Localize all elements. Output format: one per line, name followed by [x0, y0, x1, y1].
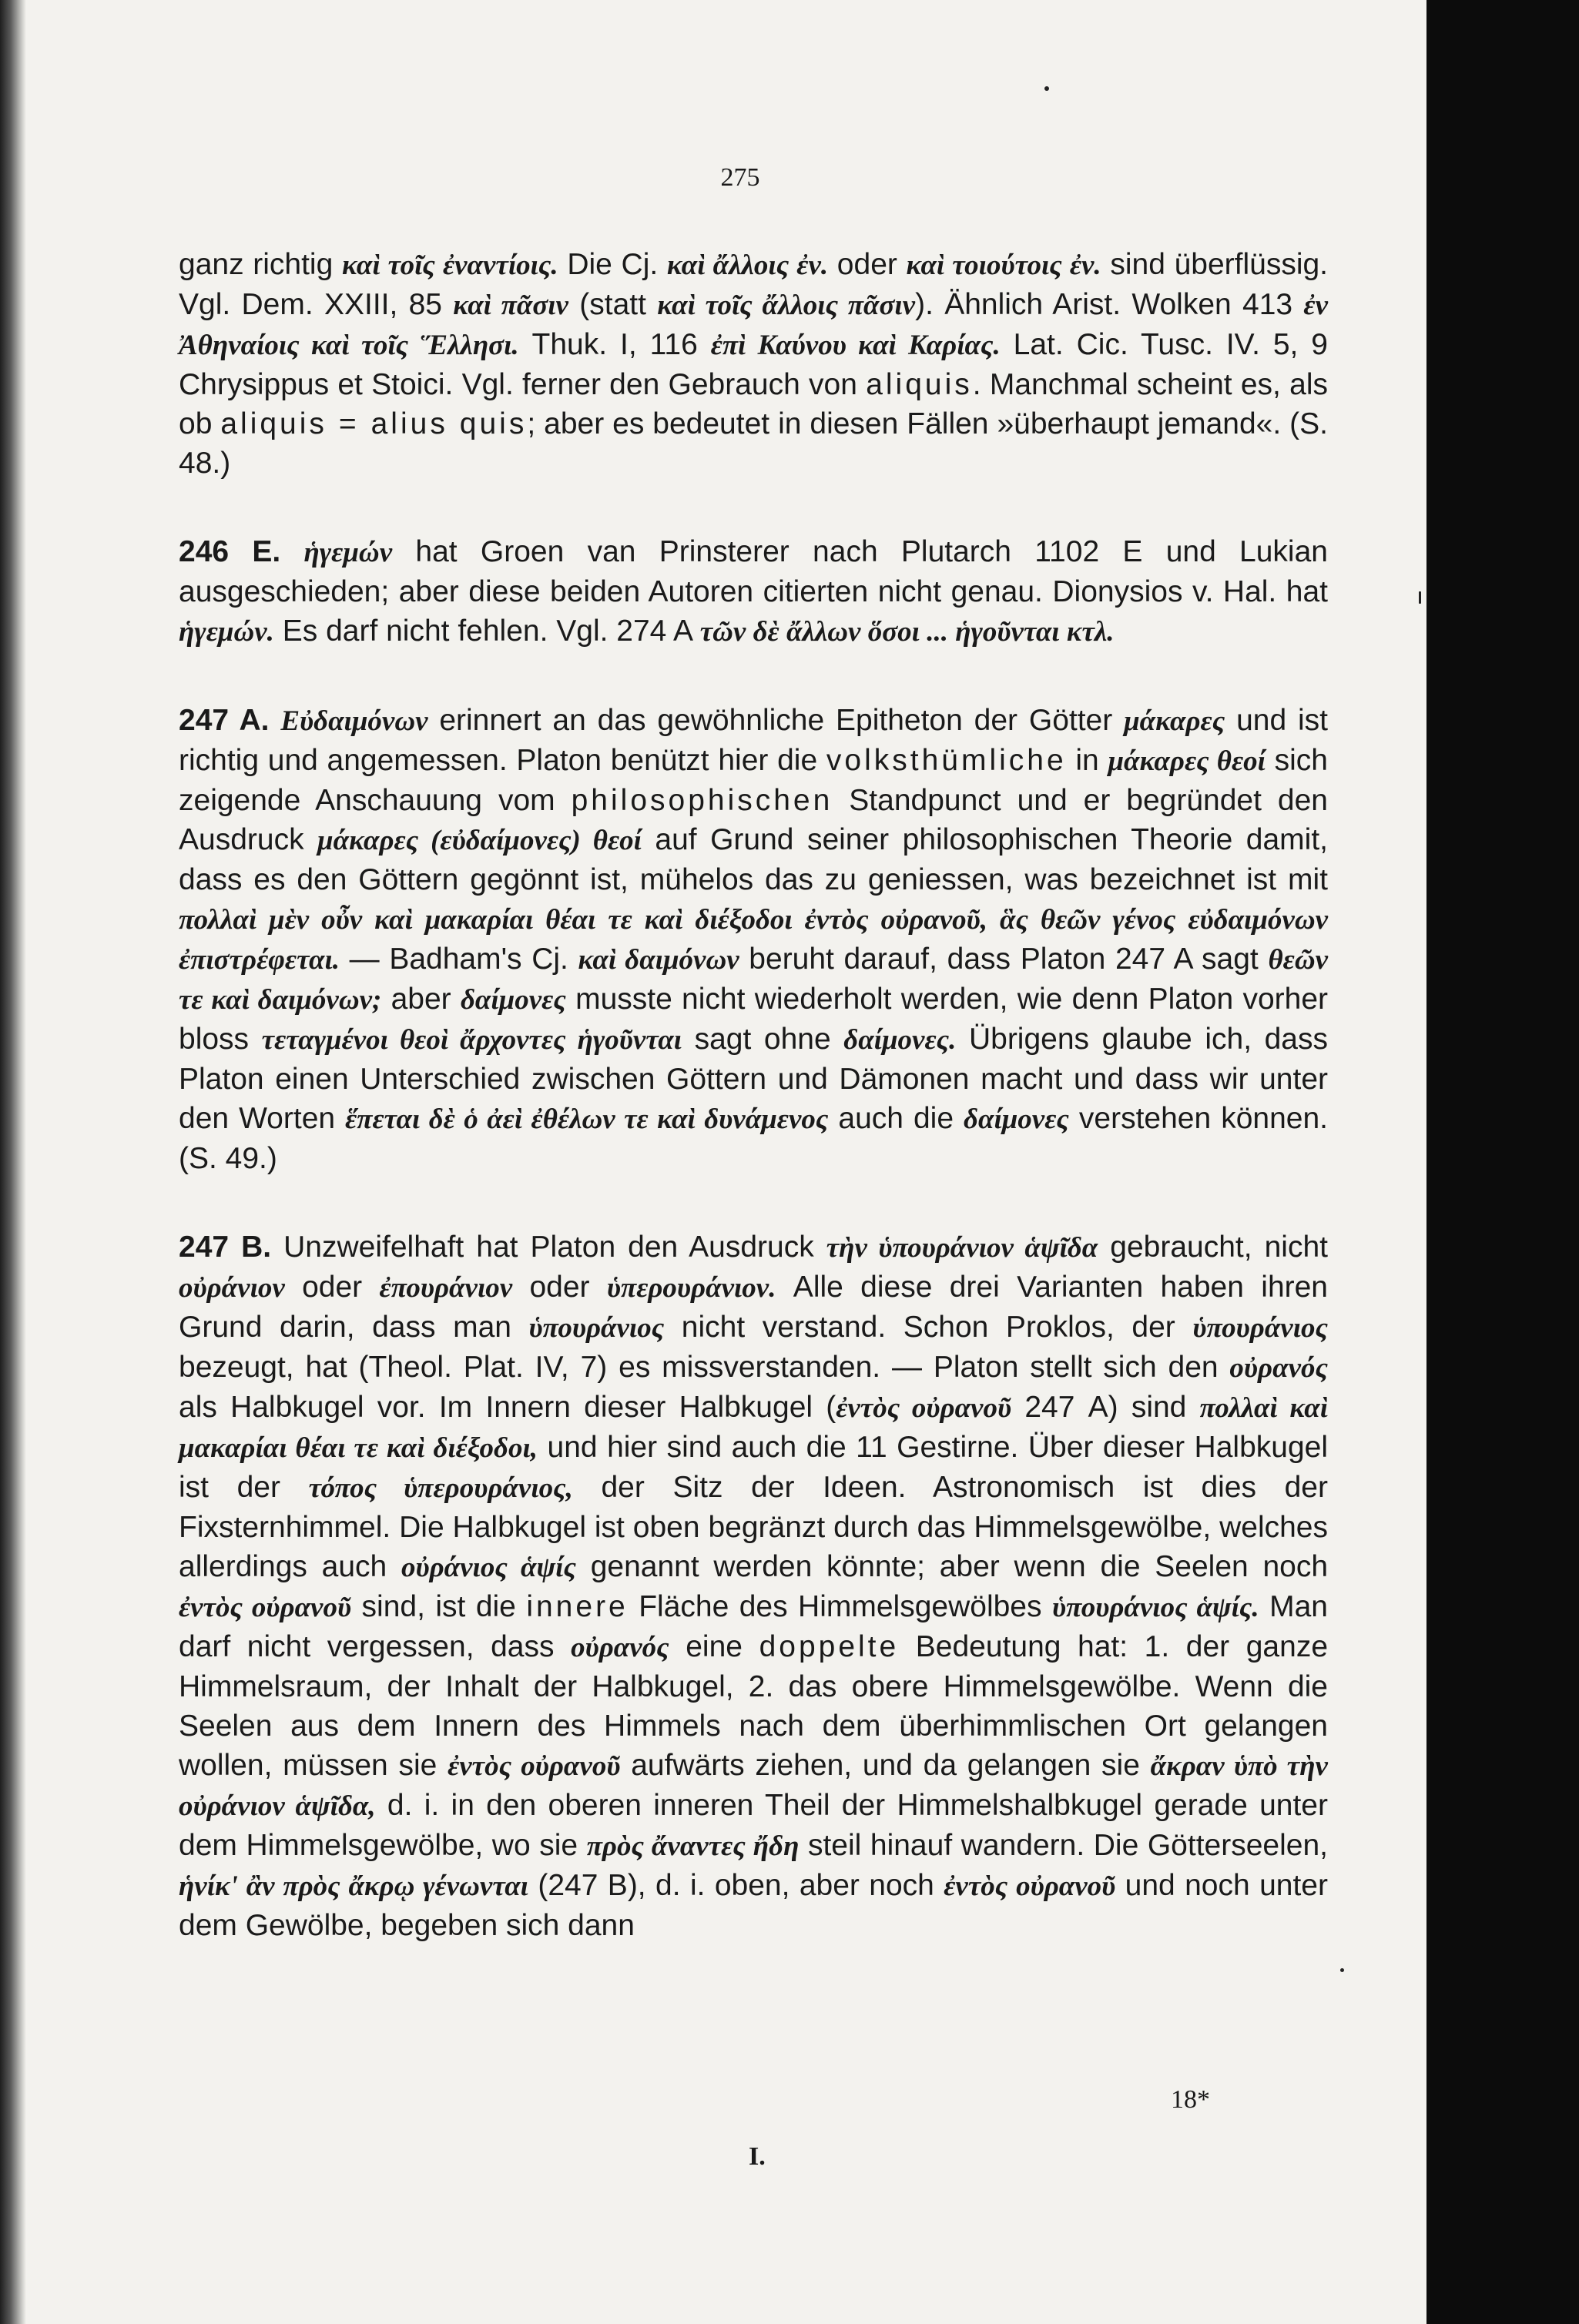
text-run: Alle diese drei Varianten haben ihren Grund darin, dass man [179, 1271, 1328, 1344]
volume-mark: I. [749, 2142, 766, 2171]
greek-phrase: οὐρανός [571, 1632, 669, 1663]
greek-phrase: ὑπουράνιος [528, 1312, 665, 1344]
text-run: Fläche des Himmelsgewölbes [628, 1590, 1052, 1623]
text-run [269, 704, 280, 737]
body-text [179, 245, 1328, 1994]
text-run: beruht darauf, dass Platon 247 A sagt [739, 943, 1269, 976]
greek-phrase: καὶ τοῖς ἄλλοις πᾶσιν [657, 290, 916, 321]
greek-phrase: ἐντὸς οὐρανοῦ [944, 1870, 1116, 1902]
text-run: sind, ist die [351, 1590, 527, 1623]
text-run: steil hinauf wandern. Die Götterseelen, [799, 1829, 1328, 1862]
text-run: oder [828, 248, 907, 281]
greek-phrase: δαίμονες. [843, 1024, 957, 1056]
signature-mark: 18* [1171, 2085, 1210, 2114]
greek-phrase: πολλαὶ μὲν οὖν καὶ μακαρίαι θέαι τε καὶ διέξοδοι ἐντὸς οὐρανοῦ, ἃς θεῶν γένος εὐδαιμόνων ἐπιστρέφεται. [179, 904, 1328, 976]
greek-phrase: οὐρανός [1229, 1352, 1328, 1384]
greek-phrase: καὶ τοῖς ἐναντίοις. [341, 249, 558, 281]
greek-phrase: ὑπουράνιος ἁψίς. [1051, 1592, 1259, 1623]
text-run: oder [284, 1271, 380, 1304]
text-run: Man darf nicht vergessen, dass [179, 1590, 1328, 1663]
page-number: 275 [720, 163, 760, 192]
text-run: auf Grund seiner philosophischen Theorie damit, dass es den Göttern gegönnt ist, mühelos das zu geniessen, was bezeichnet ist mit [179, 823, 1329, 896]
text-run: nicht verstand. Schon Proklos, der [664, 1311, 1193, 1344]
greek-phrase: θεῶν τε καὶ δαιμόνων; [179, 944, 1328, 1016]
greek-phrase: ἐντὸς οὐρανοῦ [836, 1392, 1012, 1424]
text-run: Übrigens glaube ich, dass Platon einen Unterschied zwischen Göttern und Dämonen macht und dass wir unter den Worten [179, 1023, 1328, 1135]
passage-reference: 246 E. [179, 535, 281, 568]
greek-phrase: ἡνίκ' ἂν πρὸς ἄκρῳ γένωνται [179, 1870, 528, 1902]
text-run: als Halbkugel vor. Im Innern dieser Halbkugel ( [179, 1391, 836, 1424]
greek-phrase: μάκαρες (εὐδαίμονες) θεοί [317, 825, 642, 856]
page-binding-edge [0, 0, 26, 2324]
dust-speck [1340, 1968, 1344, 1972]
greek-phrase: μάκαρες [1124, 705, 1225, 737]
greek-phrase: καὶ τοιούτοις ἐν. [906, 249, 1101, 281]
greek-phrase: ἐπουράνιον [379, 1272, 513, 1304]
text-run: Unzweifelhaft hat Platon den Ausdruck [271, 1231, 826, 1264]
passage-reference: 247 A. [179, 704, 270, 737]
text-run: (statt [568, 288, 658, 321]
dust-speck [1044, 86, 1049, 91]
text-run: genannt werden könnte; aber wenn die Seelen noch [575, 1550, 1329, 1583]
text-run: bezeugt, hat (Theol. Plat. IV, 7) es missverstanden. — Platon stellt sich den [179, 1351, 1230, 1384]
text-run: Lat. Cic. Tusc. IV. 5, 9 Chrysippus et Stoici. Vgl. ferner den Gebrauch von [179, 328, 1328, 401]
paragraph-247a [179, 701, 1328, 1178]
text-run: eine [669, 1630, 759, 1663]
spaced-emphasis: doppelte [759, 1630, 900, 1663]
greek-phrase: καὶ ἄλλοις ἐν. [666, 249, 829, 281]
greek-phrase: μάκαρες θεοί [1108, 745, 1266, 777]
greek-phrase: ἡγεμών. [179, 616, 274, 648]
text-run: aufwärts ziehen, und da gelangen sie [620, 1749, 1151, 1782]
greek-phrase: πρὸς ἄναντες ἤδη [586, 1830, 800, 1862]
text-run: Thuk. I, 116 [518, 328, 711, 361]
greek-phrase: ἄκραν ὑπὸ τὴν οὐράνιον ἁψῖδα, [179, 1750, 1328, 1822]
text-run: . Manchmal scheint es, als ob [179, 368, 1329, 440]
text-run: d. i. in den oberen inneren Theil der Himmelshalbkugel gerade unter dem Himmelsgewölbe, wo sie [179, 1789, 1328, 1862]
passage-reference: 247 B. [179, 1231, 272, 1264]
text-run: verstehen können. (S. 49.) [179, 1102, 1328, 1175]
text-run: 247 A) sind [1011, 1391, 1200, 1424]
greek-phrase: ὑπουράνιος [1192, 1312, 1328, 1344]
greek-phrase: ἐντὸς οὐρανοῦ [179, 1592, 352, 1623]
text-run: hat Groen van Prinsterer nach Plutarch 1102 E und Lukian ausgeschieden; aber diese beiden Autoren citierten nicht genau. Dionysios v. Hal. hat [179, 535, 1328, 608]
text-run: und ist richtig und angemessen. Platon benützt hier die [179, 704, 1328, 777]
text-run: der Sitz der Ideen. Astronomisch ist dies der Fixsternhimmel. Die Halbkugel ist oben begränzt durch das Himmelsgewölbe, welches allerdings auch [179, 1471, 1328, 1583]
greek-phrase: Εὐδαιμόνων [280, 705, 428, 737]
greek-phrase: τόπος ὑπερουράνιος, [308, 1472, 573, 1504]
spaced-emphasis: philosophischen [571, 784, 833, 817]
greek-phrase: οὐράνιος ἁψίς [401, 1552, 576, 1583]
text-run: ; aber es bedeutet in diesen Fällen »überhaupt jemand«. (S. 48.) [179, 407, 1328, 480]
text-run: musste nicht wiederholt werden, wie denn Platon vorher bloss [179, 983, 1328, 1056]
greek-phrase: τῶν δὲ ἄλλων ὅσοι ... ἡγοῦνται κτλ. [699, 616, 1115, 648]
text-run: Standpunct und er begründet den Ausdruck [179, 784, 1328, 856]
text-run: auch die [828, 1102, 964, 1135]
text-run: und hier sind auch die 11 Gestirne. Über dieser Halbkugel ist der [179, 1431, 1329, 1504]
text-run: Bedeutung hat: 1. der ganze Himmelsraum, der Inhalt der Halbkugel, 2. das obere Himmelsgewölbe. Wenn die Seelen aus dem Innern des Himmels nach dem überhimmlischen Ort gelangen wollen, müssen sie [179, 1630, 1329, 1782]
greek-phrase: ἐπὶ Καύνου καὶ Καρίας. [710, 330, 1001, 361]
greek-phrase: τὴν ὑπουράνιον ἁψῖδα [826, 1232, 1098, 1264]
text-run: in [1066, 744, 1108, 777]
text-run: sagt ohne [682, 1023, 844, 1056]
text-run: (247 B), d. i. oben, aber noch [528, 1869, 944, 1902]
greek-phrase: οὐράνιον [179, 1272, 285, 1304]
paragraph-247b [179, 1227, 1328, 1945]
text-run: gebraucht, nicht [1098, 1231, 1328, 1264]
dust-speck [1419, 591, 1421, 604]
greek-phrase: ἡγεμών [303, 537, 393, 568]
text-run: ganz richtig [179, 248, 342, 281]
greek-phrase: καὶ πᾶσιν [453, 290, 568, 321]
greek-phrase: ἕπεται δὲ ὁ ἀεὶ ἐθέλων τε καὶ δυνάμενος [345, 1103, 829, 1135]
text-run [280, 535, 303, 568]
text-run: aber [381, 983, 461, 1016]
spaced-emphasis: volksthümliche [826, 744, 1067, 777]
spaced-emphasis: innere [526, 1590, 629, 1623]
greek-phrase: ὑπερουράνιον. [606, 1272, 776, 1304]
greek-phrase: δαίμονες [964, 1103, 1069, 1135]
text-run: sind überflüssig. Vgl. Dem. XXIII, 85 [179, 248, 1329, 321]
text-run: erinnert an das gewöhnliche Epitheton der Götter [427, 704, 1125, 737]
spaced-emphasis: aliquis [866, 368, 973, 401]
text-run: ). Ähnlich Arist. Wolken 413 [915, 288, 1304, 321]
text-run: und noch unter dem Gewölbe, begeben sich dann [179, 1869, 1328, 1942]
paragraph-246e [179, 532, 1328, 651]
text-run: sich zeigende Anschauung vom [179, 744, 1328, 817]
greek-phrase: καὶ δαιμόνων [578, 944, 739, 976]
paragraph-intro [179, 245, 1328, 483]
text-run: Es darf nicht fehlen. Vgl. 274 A [273, 614, 700, 648]
greek-phrase: ἐντὸς οὐρανοῦ [448, 1750, 621, 1782]
greek-phrase: δαίμονες [460, 984, 566, 1016]
text-run: — Badham's Cj. [339, 943, 578, 976]
text-run: oder [512, 1271, 607, 1304]
greek-phrase: τεταγμένοι θεοὶ ἄρχοντες ἡγοῦνται [261, 1024, 682, 1056]
text-run: Die Cj. [558, 248, 667, 281]
spaced-emphasis: aliquis = alius quis [220, 407, 528, 440]
greek-phrase: ἐν Ἀθηναίοις καὶ τοῖς Ἕλλησι. [179, 290, 1328, 361]
greek-phrase: πολλαὶ καὶ μακαρίαι θέαι τε καὶ διέξοδοι, [179, 1392, 1328, 1464]
